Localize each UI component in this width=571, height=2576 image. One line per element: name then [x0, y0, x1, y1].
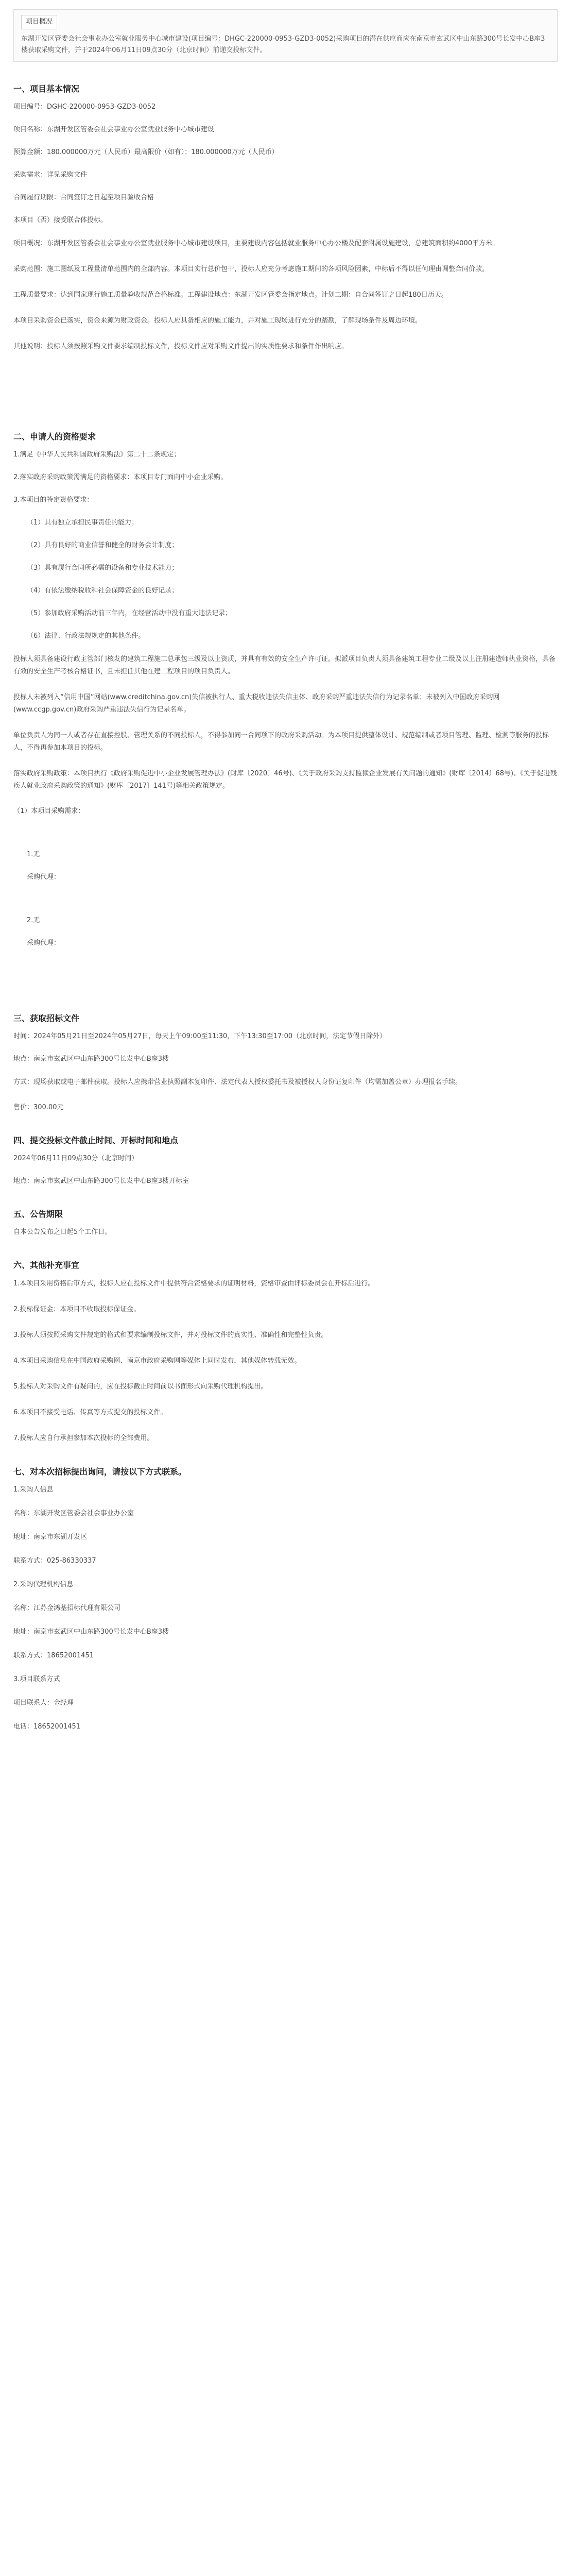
other-item: 采购代理：	[27, 939, 61, 947]
deadline-place: 地点：南京市玄武区中山东路300号长发中心B座3楼开标室	[13, 1177, 189, 1185]
paragraph: 投标人未被列入“信用中国”网站(www.creditchina.gov.cn)失信被执行人、重大税收违法失信主体、政府采购严重违法失信行为记录名单；未被列入中国政府采购网(www.ccgp.gov.cn)政府采购严重违法失信行为记录名单。	[13, 693, 500, 714]
contact-heading: 1.采购人信息	[13, 1486, 54, 1494]
project-overview-box	[13, 9, 558, 62]
section-get-document	[13, 1012, 558, 1113]
contact-phone: 联系方式：025-86330337	[13, 1557, 96, 1565]
section-title: 六、其他补充事宜	[13, 1260, 80, 1270]
other-paragraph: 7.投标人应自行承担参加本次投标的全部费用。	[13, 1434, 154, 1442]
paragraph: 工程质量要求：达到国家现行施工质量验收规范合格标准。工程建设地点：东湖开发区管委会指定地点。计划工期：自合同签订之日起180日历天。	[13, 291, 448, 299]
paragraph: 单位负责人为同一人或者存在直接控股、管理关系的不同投标人，不得参加同一合同项下的政府采购活动。为本项目提供整体设计、规范编制或者项目管理、监理、检测等服务的投标人，不得再参加本项目的投标。	[13, 732, 549, 752]
other-paragraph: 4.本项目采购信息在中国政府采购网、南京市政府采购网等媒体上同时发布，其他媒体转载无效。	[13, 1357, 301, 1365]
contact-heading: 3.项目联系方式	[13, 1675, 60, 1683]
qualification-subitem: （2）具有良好的商业信誉和健全的财务会计制度；	[27, 541, 179, 549]
other-paragraph: 5.投标人对采购文件有疑问的，应在投标截止时间前以书面形式向采购代理机构提出。	[13, 1383, 268, 1391]
get-time: 时间：2024年05月21日至2024年05月27日，每天上午09:00至11:30，下午13:30至17:00（北京时间，法定节假日除外）	[13, 1032, 387, 1040]
contact-phone: 联系方式：18652001451	[13, 1652, 94, 1659]
other-paragraph: 3.投标人须按照采购文件规定的格式和要求编制投标文件，并对投标文件的真实性、准确性和完整性负责。	[13, 1331, 328, 1339]
contact-address: 地址：南京市玄武区中山东路300号长发中心B座3楼	[13, 1628, 169, 1636]
paragraph: 本项目采购资金已落实，资金来源为财政资金。投标人应具备相应的施工能力，并对施工现场进行充分的踏勘，了解现场条件及周边环境。	[13, 317, 422, 325]
qualification-subitem: （3）具有履行合同所必需的设备和专业技术能力；	[27, 564, 179, 572]
contact-phone: 电话：18652001451	[13, 1723, 80, 1731]
qualification-subitem: （4）有依法缴纳税收和社会保障资金的良好记录；	[27, 587, 179, 595]
other-item: （1）本项目采购需求：	[13, 807, 85, 815]
other-paragraph: 6.本项目不接受电话、传真等方式提交的投标文件。	[13, 1409, 167, 1416]
section-title: 二、申请人的资格要求	[13, 432, 96, 442]
paragraph: 采购范围：施工图纸及工程量清单范围内的全部内容。本项目实行总价包干，投标人应充分考虑施工期间的各项风险因素，中标后不得以任何理由调整合同价款。	[13, 265, 489, 273]
section-title: 四、提交投标文件截止时间、开标时间和地点	[13, 1136, 179, 1145]
qualification-item: 2.落实政府采购政策需满足的资格要求：本项目专门面向中小企业采购。	[13, 473, 228, 481]
other-paragraph: 2.投标保证金：本项目不收取投标保证金。	[13, 1306, 141, 1313]
get-method: 方式：现场获取或电子邮件获取。投标人应携带营业执照副本复印件、法定代表人授权委托书及被授权人身份证复印件（均需加盖公章）办理报名手续。	[13, 1078, 462, 1086]
qualification-subitem: （1）具有独立承担民事责任的能力；	[27, 519, 139, 527]
overview-title: 项目概况	[21, 15, 57, 29]
section-project-info	[13, 82, 558, 353]
project-no: 项目编号：DGHC-220000-0953-GZD3-0052	[13, 103, 156, 111]
contact-name: 名称：江苏金鸿基招标代理有限公司	[13, 1604, 121, 1612]
section-other	[13, 1259, 558, 1445]
contact-name: 名称：东湖开发区管委会社会事业办公室	[13, 1510, 134, 1517]
paragraph: 项目概况：东湖开发区管委会社会事业办公室就业服务中心城市建设项目，主要建设内容包括就业服务中心办公楼及配套附属设施建设，总建筑面积约4000平方米。	[13, 240, 499, 247]
paragraph: 落实政府采购政策：本项目执行《政府采购促进中小企业发展管理办法》(财库〔2020〕46号)、《关于政府采购支持监狱企业发展有关问题的通知》(财库〔2014〕68号)、《关于促进残疾人就业政府采购政策的通知》(财库〔2017〕141号)等相关政策规定。	[13, 770, 557, 790]
other-item: 2.无	[27, 917, 40, 924]
section-title: 五、公告期限	[13, 1209, 63, 1219]
consortium: 本项目（否）接受联合体投标。	[13, 216, 108, 224]
section-deadline	[13, 1134, 558, 1187]
get-place: 地点：南京市玄武区中山东路300号长发中心B座3楼	[13, 1055, 169, 1063]
project-name: 项目名称：东湖开发区管委会社会事业办公室就业服务中心城市建设	[13, 126, 215, 133]
deadline-time: 2024年06月11日09点30分（北京时间）	[13, 1155, 139, 1162]
period-text: 自本公告发布之日起5个工作日。	[13, 1228, 112, 1236]
section-title: 一、项目基本情况	[13, 84, 80, 94]
overview-text: 东湖开发区管委会社会事业办公室就业服务中心城市建设(项目编号：DHGC-220000-0953-GZD3-0052)采购项目的潜在供应商应在南京市玄武区中山东路300号长发中心B座3楼获取采购文件，并于2024年06月11日09点30分（北京时间）前递交投标文件。	[21, 35, 545, 54]
other-item: 采购代理：	[27, 873, 61, 881]
contact-address: 地址：南京市东湖开发区	[13, 1533, 88, 1541]
section-qualification	[13, 430, 558, 949]
contact-person: 项目联系人：金经理	[13, 1699, 74, 1707]
qualification-item: 1.满足《中华人民共和国政府采购法》第二十二条规定；	[13, 451, 181, 459]
section-title: 七、对本次招标提出询问，请按以下方式联系。	[13, 1467, 187, 1477]
contact-heading: 2.采购代理机构信息	[13, 1581, 74, 1588]
other-paragraph: 1.本项目采用资格后审方式，投标人应在投标文件中提供符合资格要求的证明材料，资格审查由评标委员会在开标后进行。	[13, 1280, 375, 1287]
other-item: 1.无	[27, 851, 40, 858]
qualification-item: 3.本项目的特定资格要求：	[13, 496, 94, 504]
section-period	[13, 1208, 558, 1238]
doc-price: 售价：300.00元	[13, 1104, 64, 1111]
paragraph: 投标人须具备建设行政主管部门核发的建筑工程施工总承包三级及以上资质，并具有有效的安全生产许可证。拟派项目负责人须具备建筑工程专业二级及以上注册建造师执业资格，具备有效的安全生产考核合格证书，且未担任其他在建工程项目的项目负责人。	[13, 655, 556, 675]
requirement: 采购需求：详见采购文件	[13, 171, 88, 179]
contract-period: 合同履行期限：合同签订之日起至项目验收合格	[13, 194, 154, 201]
qualification-subitem: （6）法律、行政法规规定的其他条件。	[27, 632, 145, 640]
paragraph: 其他说明：投标人须按照采购文件要求编制投标文件，投标文件应对采购文件提出的实质性要求和条件作出响应。	[13, 343, 349, 350]
section-title: 三、获取招标文件	[13, 1013, 80, 1023]
qualification-subitem: （5）参加政府采购活动前三年内，在经营活动中没有重大违法记录；	[27, 609, 232, 617]
section-contacts	[13, 1465, 558, 1733]
budget: 预算金额：180.000000万元（人民币）最高限价（如有）：180.000000万元（人民币）	[13, 148, 279, 156]
